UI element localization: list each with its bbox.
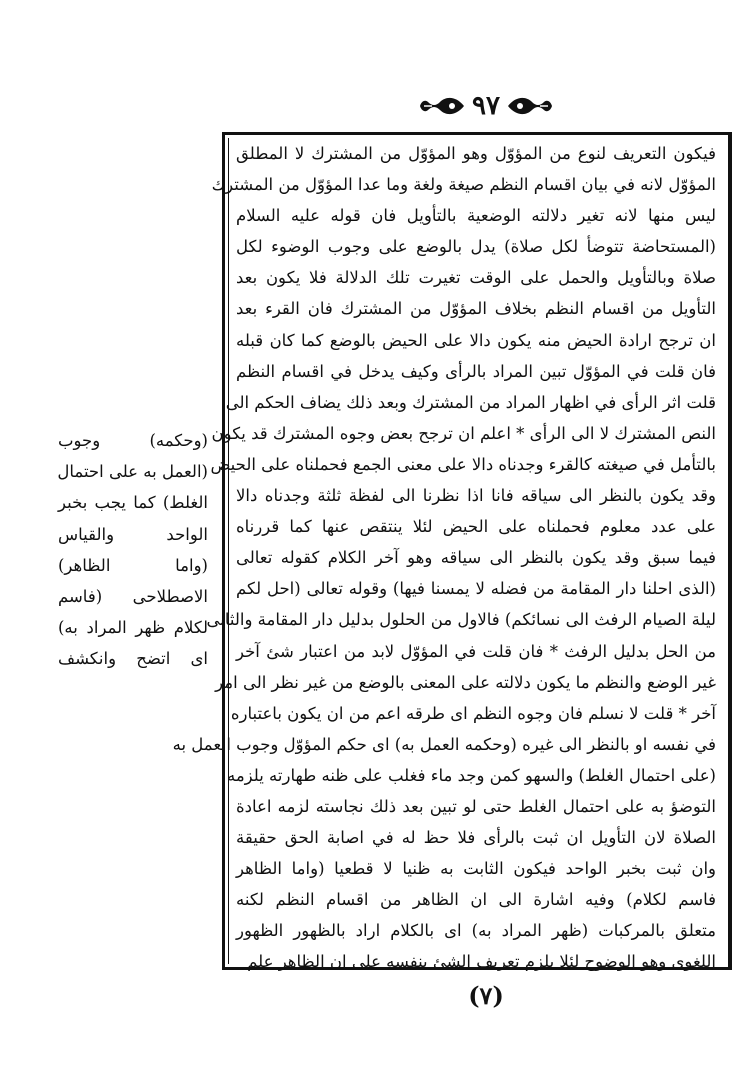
text-line: ليس منها لانه تغير دلالته الوضعية بالتأويل فان قوله عليه السلام	[236, 206, 716, 226]
text-line: فان قلت في المؤوّل تبين المراد بالرأى وكيف يدخل في اقسام النظم	[236, 361, 716, 381]
text-line: من الحل بدليل الرفث * فان قلت في المؤوّل لابد من اعتبار شئ آخر	[236, 641, 716, 661]
text-line: التأويل من اقسام النظم بخلاف المؤوّل من المشترك فان القرء بعد	[236, 299, 716, 319]
margin-line: اى اتضح وانكشف	[58, 649, 208, 669]
margin-line: الواحد والقياس	[58, 524, 208, 544]
text-line: ان ترجح ارادة الحيض منه يكون دالا على الحيض بالوضع كما كان قبله	[236, 330, 716, 350]
margin-line: (واما الظاهر)	[58, 555, 208, 575]
text-line: فيما سبق وقد يكون بالنظر الى سياقه وهو آخر الكلام كقوله تعالى	[236, 548, 716, 568]
text-line: متعلق بالمركبات (ظهر المراد به) اى بالكلام اراد بالظهور الظهور	[236, 921, 716, 941]
margin-line: (وحكمه) وجوب	[58, 431, 208, 450]
frame-rule	[228, 138, 229, 964]
text-line: التوضؤ به على احتمال الغلط حتى لو تبين بعد ذلك نجاسته لزمه اعادة	[236, 796, 716, 816]
text-line: آخر * قلت لا نسلم فان وجوه النظم اى طرقه اعم من ان يكون باعتباره	[230, 703, 716, 723]
text-line: فاسم لكلام) وفيه اشارة الى ان الظاهر من اقسام النظم لكنه	[236, 890, 716, 910]
left-ornament-icon	[418, 94, 466, 118]
main-text-block	[172, 138, 716, 978]
right-ornament-icon	[506, 94, 554, 118]
margin-line: لكلام ظهر المراد به)	[58, 618, 208, 638]
text-line: فيكون التعريف لنوع من المؤوّل وهو المؤوّل من المشترك لا المطلق	[236, 144, 716, 163]
text-line: المؤوّل لانه في بيان اقسام النظم صيغة ولغة وما عدا المؤوّل من المشترك	[211, 175, 716, 195]
text-line: (الذى احلنا دار المقامة من فضله لا يمسنا فيها) وقوله تعالى (احل لكم	[236, 579, 716, 599]
page-header	[0, 88, 746, 128]
text-line: في نفسه او بالنظر الى غيره (وحكمه العمل به) اى حكم المؤوّل وجوب العمل به	[172, 734, 716, 754]
page-number: ٩٧	[472, 91, 500, 121]
text-line: (المستحاضة تتوضأ لكل صلاة) يدل بالوضع على وجوب الوضوء لكل	[236, 237, 716, 257]
margin-note	[58, 425, 208, 675]
text-line: ليلة الصيام الرفث الى نسائكم) فالاول من الحلول بدليل دار المقامة والثانى	[206, 610, 716, 630]
margin-line: الاصطلاحى (فاسم	[58, 586, 208, 606]
text-line: اللغوى وهو الوضوح لئلا يلزم تعريف الشئ بنفسه على ان الظاهر علم	[247, 952, 716, 972]
text-line: قلت اثر الرأى في اظهار المراد من المشترك وبعد ذلك يضاف الحكم الى	[225, 392, 716, 412]
text-line: الصلاة لان التأويل ان ثبت بالرأى فلا حظ له في اصابة الحق حقيقة	[236, 828, 716, 848]
text-line: بالتأمل في صيغته كالقرء وجدناه دالا على معنى الجمع فحملناه على الحيض	[210, 454, 716, 474]
text-line: صلاة وبالتأويل والحمل على الوقت تغيرت تلك الدلالة فلا يكون بعد	[236, 268, 716, 288]
text-line: وان ثبت بخبر الواحد فيكون الثابت به ظنيا لا قطعيا (واما الظاهر	[236, 859, 716, 879]
text-line: غير الوضع والنظم ما يكون دلالته على المعنى بالوضع من غير نظر الى امر	[215, 672, 716, 692]
signature-mark: (٧)	[468, 981, 504, 1010]
text-line: النص المشترك لا الى الرأى * اعلم ان ترجح بعض وجوه المشترك قد يكون	[211, 423, 716, 443]
margin-line: الغلط) كما يجب بخبر	[58, 493, 208, 513]
text-line: وقد يكون بالنظر الى سياقه فانا اذا نظرنا الى لفظة ثلثة وجدناه دالا	[236, 486, 716, 506]
text-line: على عدد معلوم فحملناه على الحيض لئلا ينتقص عنها كما قررناه	[236, 517, 716, 537]
text-line: (على احتمال الغلط) والسهو كمن وجد ماء فغلب على ظنه طهارته يلزمه	[226, 765, 716, 785]
margin-line: (العمل به على احتمال	[57, 462, 208, 482]
